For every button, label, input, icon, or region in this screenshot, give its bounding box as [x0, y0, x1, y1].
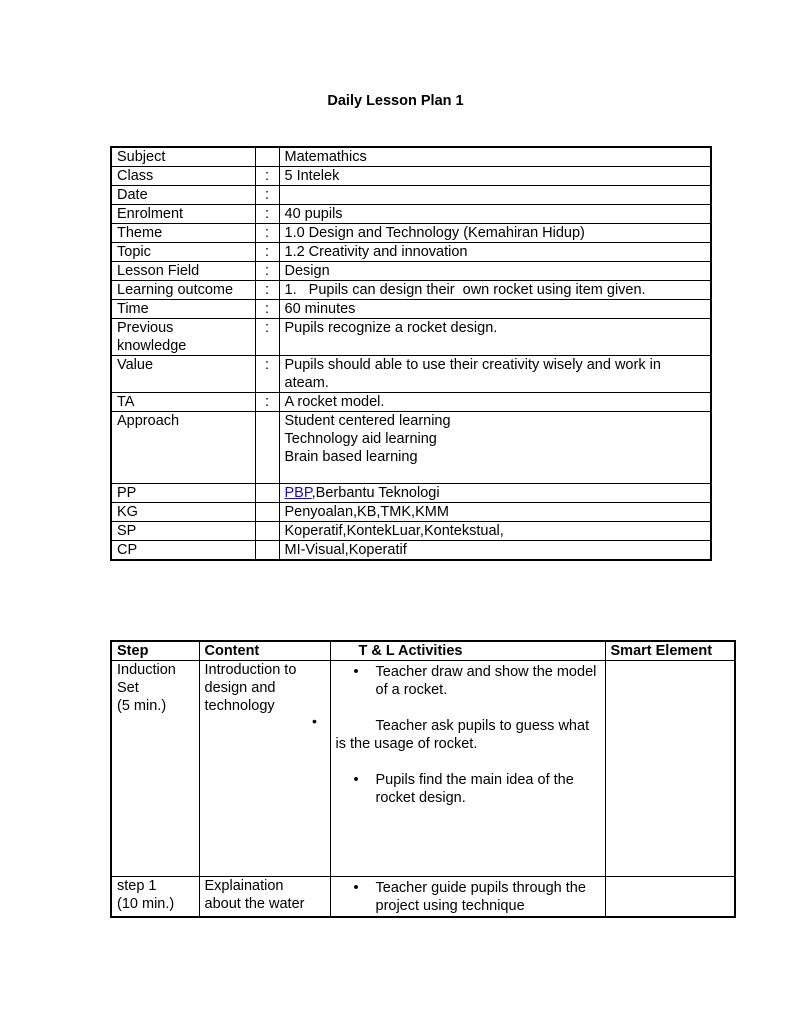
info-value: Design — [279, 262, 711, 281]
bullet-icon: • — [353, 664, 359, 680]
info-colon: : — [255, 167, 279, 186]
info-colon — [255, 147, 279, 167]
info-colon: : — [255, 205, 279, 224]
info-label: CP — [111, 541, 255, 561]
bullet-icon: • — [353, 880, 359, 896]
info-row-approach — [111, 412, 711, 484]
lesson-info-table — [110, 146, 712, 561]
content-line: Introduction to — [204, 662, 297, 678]
info-row-class — [111, 167, 711, 186]
info-value: A rocket model. — [279, 393, 711, 412]
header-activities: T & L Activities — [330, 641, 605, 661]
info-row-pp — [111, 484, 711, 503]
step-line: (5 min.) — [117, 698, 167, 714]
info-colon: : — [255, 186, 279, 205]
info-colon: : — [255, 393, 279, 412]
info-colon — [255, 484, 279, 503]
smart-element-cell — [605, 661, 735, 877]
step-cell — [111, 661, 199, 877]
steps-header-row — [111, 641, 735, 661]
step-line: (10 min.) — [117, 896, 175, 912]
smart-element-cell — [605, 877, 735, 917]
info-colon: : — [255, 356, 279, 393]
info-row-theme — [111, 224, 711, 243]
info-colon: : — [255, 281, 279, 300]
info-value — [279, 186, 711, 205]
info-label: TA — [111, 393, 255, 412]
step-row-induction — [111, 661, 735, 877]
bullet-icon: • — [353, 772, 359, 788]
info-value — [279, 484, 711, 503]
content-line: technology — [204, 698, 275, 714]
header-content: Content — [199, 641, 330, 661]
info-row-enrolment — [111, 205, 711, 224]
info-colon — [255, 503, 279, 522]
info-label: Theme — [111, 224, 255, 243]
activities-cell — [330, 661, 605, 877]
info-label: KG — [111, 503, 255, 522]
info-colon — [255, 541, 279, 561]
info-row-subject — [111, 147, 711, 167]
info-row-lesson-field — [111, 262, 711, 281]
approach-line: Technology aid learning — [284, 431, 437, 447]
info-value: Pupils should able to use their creativity wisely and work in ateam. — [279, 356, 711, 393]
info-colon: : — [255, 319, 279, 356]
info-value: Matemathics — [279, 147, 711, 167]
info-row-time — [111, 300, 711, 319]
step-row-step-1 — [111, 877, 735, 917]
info-row-learning-outcome — [111, 281, 711, 300]
info-label: Lesson Field — [111, 262, 255, 281]
content-cell — [199, 877, 330, 917]
info-label: Previous knowledge — [111, 319, 255, 356]
info-value: 60 minutes — [279, 300, 711, 319]
info-colon — [255, 522, 279, 541]
pp-value-text: ,Berbantu Teknologi — [311, 485, 440, 501]
content-cell — [199, 661, 330, 877]
info-row-previous-knowledge — [111, 319, 711, 356]
info-row-cp — [111, 541, 711, 561]
info-value: Koperatif,KontekLuar,Kontekstual, — [279, 522, 711, 541]
info-colon: : — [255, 262, 279, 281]
bullet-icon: • — [312, 713, 317, 729]
info-value: MI-Visual,Koperatif — [279, 541, 711, 561]
activities-cell — [330, 877, 605, 917]
info-row-date — [111, 186, 711, 205]
info-label: Time — [111, 300, 255, 319]
info-colon: : — [255, 243, 279, 262]
info-label: Enrolment — [111, 205, 255, 224]
info-value: 5 Intelek — [279, 167, 711, 186]
approach-line: Student centered learning — [284, 413, 451, 429]
info-value: Penyoalan,KB,TMK,KMM — [279, 503, 711, 522]
activity-item: • Pupils find the main idea of the rocket design. — [353, 772, 574, 806]
info-value: 1.2 Creativity and innovation — [279, 243, 711, 262]
header-step: Step — [111, 641, 199, 661]
info-label: Value — [111, 356, 255, 393]
info-label: Class — [111, 167, 255, 186]
info-row-sp — [111, 522, 711, 541]
info-value: Pupils recognize a rocket design. — [279, 319, 711, 356]
info-value — [279, 412, 711, 484]
info-colon: : — [255, 300, 279, 319]
info-label: Learning outcome — [111, 281, 255, 300]
step-line: Induction — [117, 662, 176, 678]
document-title: Daily Lesson Plan 1 — [327, 93, 464, 109]
step-line: Set — [117, 680, 139, 696]
info-row-kg — [111, 503, 711, 522]
info-label: PP — [111, 484, 255, 503]
info-label: Topic — [111, 243, 255, 262]
info-label: SP — [111, 522, 255, 541]
header-smart-element: Smart Element — [605, 641, 735, 661]
info-label: Approach — [111, 412, 255, 484]
info-value: 1. Pupils can design their own rocket using item given. — [279, 281, 711, 300]
content-line: about the water — [204, 896, 305, 912]
activity-item: • Teacher guide pupils through the project using technique — [353, 880, 586, 914]
approach-line: Brain based learning — [284, 449, 418, 465]
info-colon: : — [255, 224, 279, 243]
content-line: Explaination — [204, 878, 284, 894]
info-row-topic — [111, 243, 711, 262]
info-row-value — [111, 356, 711, 393]
lesson-steps-table — [110, 640, 736, 918]
info-colon — [255, 412, 279, 484]
info-row-ta — [111, 393, 711, 412]
info-label: Subject — [111, 147, 255, 167]
info-label: Date — [111, 186, 255, 205]
step-cell — [111, 877, 199, 917]
pbp-link[interactable]: PBP — [284, 485, 312, 501]
info-value: 40 pupils — [279, 205, 711, 224]
content-line: design and — [204, 680, 276, 696]
activity-item-unbulleted: Teacher ask pupils to guess what is the usage of rocket. — [335, 718, 590, 752]
step-line: step 1 — [117, 878, 157, 894]
activity-item: • Teacher draw and show the model of a rocket. — [353, 664, 597, 698]
info-value: 1.0 Design and Technology (Kemahiran Hidup) — [279, 224, 711, 243]
